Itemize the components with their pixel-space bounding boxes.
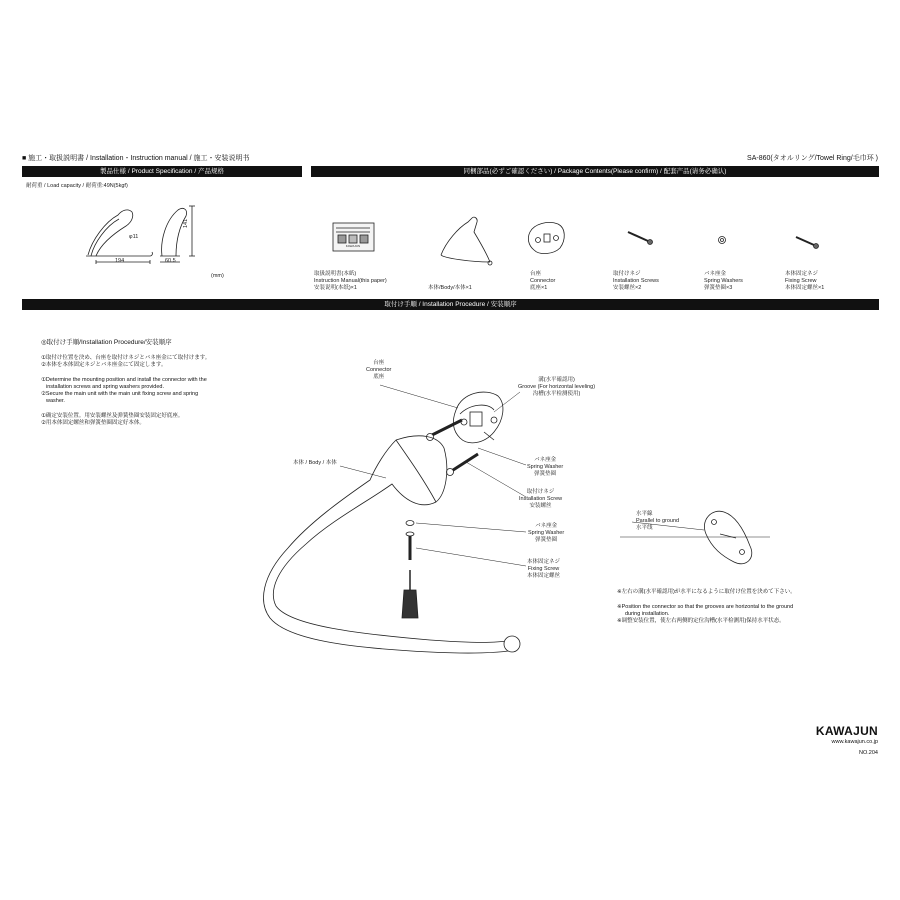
label-spring-washer-2: バネ座金 Spring Washer 弹簧垫圈 — [528, 523, 565, 543]
section-contents-bar: 同梱部品(必ずご確認ください) / Package Contents(Please confirm) / 配套产品(请务必确认) — [311, 166, 879, 177]
brand-logo: KAWAJUN — [815, 724, 878, 738]
section-spec-bar: 製品仕様 / Product Specification / 产品规格 — [22, 166, 302, 177]
note-cn: ※调整安装位置，使左右两侧的定位沟槽(水平检测用)保持水平状态。 — [617, 618, 785, 624]
package-install-screw-icon — [628, 232, 653, 245]
dim-height: 141 — [183, 218, 189, 228]
step-en-1a: ①Determine the mounting position and install the connector with the — [41, 377, 207, 383]
label-connector: 台座 Connector 底座 — [366, 360, 392, 380]
groove-inset — [620, 511, 770, 564]
dim-depth: 60.5 — [165, 258, 176, 264]
diagram-install-screw-lower — [447, 454, 479, 476]
procedure-heading: ◎取付け手順/Installation Procedure/安装顺序 — [41, 339, 172, 346]
label-groove: 溝(水平確認用) Groove (For horizontal leveling) 沟槽(水平检测使用) — [518, 377, 596, 397]
website: www.kawajun.co.jp — [831, 739, 878, 745]
spec-front-view — [86, 210, 152, 264]
dim-diameter: φ11 — [129, 234, 139, 240]
label-parallel: 水平線 Parallel to ground 水平线 — [636, 511, 680, 531]
package-item-manual: 取扱説明書(本紙) Instruction Manual(this paper) 安装说明(本纸)×1 — [314, 271, 387, 291]
note-en-2: during installation. — [625, 611, 670, 617]
step-en-1b: installation screws and spring washers provided. — [46, 384, 165, 390]
diagram-fixing-screw — [406, 532, 414, 560]
label-body: 本体 / Body / 本体 — [293, 460, 337, 466]
diagram-connector — [453, 392, 503, 443]
package-fixing-screw-icon — [796, 237, 819, 249]
document-title: ■ 施工・取扱説明書 / Installation・Instruction manual / 施工・安装说明书 — [22, 155, 250, 162]
note-jp: ※左右の溝(水平確認用)が水平になるように取付け位置を決めて下さい。 — [617, 589, 796, 595]
diagram-screwdriver — [402, 570, 418, 618]
label-fixing-screw: 本体固定ネジ Fixing Screw 本体固定螺丝 — [527, 559, 561, 579]
package-item-install-screws: 取付けネジ Installation Screws 安装螺丝×2 — [613, 271, 659, 291]
diagram-spring-washer — [406, 521, 414, 526]
label-spring-washer-1: バネ座金 Spring Washer 弹簧垫圈 — [527, 457, 564, 477]
package-item-spring-washers: バネ座金 Spring Washers 弹簧垫圈×3 — [704, 271, 743, 291]
step-cn-2: ②用本体固定螺丝和弹簧垫圈固定好本体。 — [41, 420, 145, 426]
package-item-fixing-screw: 本体固定ネジ Fixing Screw 本体固定螺丝×1 — [785, 271, 825, 291]
load-capacity: 耐荷重 / Load capacity / 耐荷重:49N(5kgf) — [26, 183, 128, 189]
step-en-2a: ②Secure the main unit with the main unit fixing screw and spring — [41, 391, 199, 397]
step-jp-1: ①取付け位置を決め、台座を取付けネジとバネ座金にて取付けます。 — [41, 355, 211, 361]
dim-width: 194 — [115, 258, 125, 264]
package-item-body: 本体/Body/本体×1 — [428, 285, 472, 291]
package-item-connector: 台座 Connector 底座×1 — [530, 271, 556, 291]
diagram-body — [264, 436, 520, 653]
step-en-2b: washer. — [46, 398, 65, 404]
package-spring-washer-icon — [719, 237, 726, 244]
document-number: NO.204 — [859, 750, 878, 756]
dim-unit: (mm) — [211, 273, 224, 279]
package-connector-icon — [528, 222, 564, 253]
step-cn-1: ①确定安装位置。用安装螺丝及弹簧垫圈安装固定好底座。 — [41, 413, 184, 419]
manual-thumb-text: KAWAJUN — [345, 244, 361, 248]
section-procedure-bar: 取付け手順 / Installation Procedure / 安装顺序 — [22, 299, 879, 310]
spec-side-view — [160, 206, 195, 262]
label-install-screw: 取付けネジ Installation Screw 安装螺丝 — [519, 489, 563, 509]
note-en-1: ※Position the connector so that the grooves are horizontal to the ground — [617, 604, 794, 610]
package-body-icon — [441, 217, 492, 265]
model-number: SA-860(タオルリング/Towel Ring/毛巾环 ) — [747, 155, 878, 162]
step-jp-2: ②本体を本体固定ネジとバネ座金にて固定します。 — [41, 362, 167, 368]
